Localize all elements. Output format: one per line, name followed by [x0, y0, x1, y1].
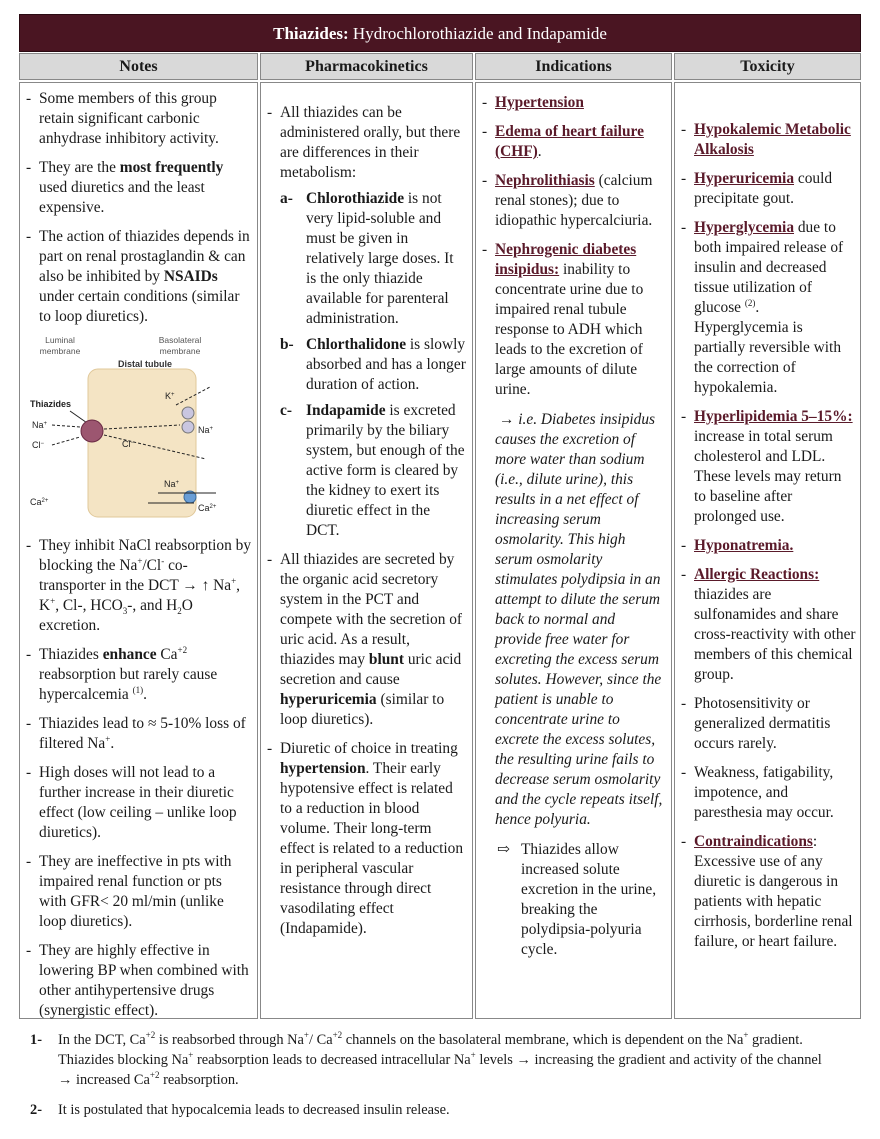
- sub-item: c- Indapamide is excreted primarily by the biliary system, but enough of the active form is cleared by the kidney to exert its diuretic effect in the DCT.: [280, 402, 465, 539]
- list-item: - Hyperuricemia could precipitate gout.: [675, 169, 856, 209]
- diagram-distal-label: Distal tubule: [118, 359, 173, 369]
- cell-body: [88, 369, 196, 517]
- diagram-ca-left: $Ca^{2+}$: [30, 497, 49, 507]
- list-item: - Weakness, fatigability, impotence, and paresthesia may occur.: [675, 763, 856, 823]
- list-item: - All thiazides can be administered orally, but there are differences in their metabolism: a- Chlorothiazide is not very lipid-soluble and must be given in relatively large doses. It is the only thiazide available for parenteral administration. b- Chlorthalidone is slowly absorbed and has a longer duration of action. c- Indapamide is excreted primarily by the biliary system, but enough of the active form is cleared by the kidney to exert its diuretic effect in the DCT.: [261, 103, 466, 541]
- header-toxicity: Toxicity: [674, 53, 861, 80]
- na-arrow-in: [52, 425, 80, 427]
- column-headers: [19, 53, 861, 80]
- diagram-luminal-label-2: membrane: [39, 346, 81, 356]
- notes-column: [19, 82, 258, 1019]
- footnote-2: 2- It is postulated that hypocalcemia leads to decreased insulin release.: [30, 1102, 450, 1118]
- sub-item: a- Chlorothiazide is not very lipid-soluble and must be given in relatively large doses. It is the only thiazide available for parenteral administration.: [280, 190, 454, 327]
- title-bold: Thiazides:: [273, 24, 349, 43]
- diagram-cl-cell: Cl−: [122, 439, 135, 449]
- list-item: - The action of thiazides depends in part on renal prostaglandin & can also be inhibited by NSAIDs under certain conditions (similar to loop diuretics).: [20, 227, 251, 327]
- footnote-1: 1- In the DCT, $Ca^{+2}$ is reabsorbed through Na+/ $Ca^{+2}$ channels on the basolateral membrane, which is dependent on the Na+ gradient. Thiazides blocking Na+ reabsorption leads to decreased intracellular Na+ levels → increasing the gradient and activity of the channel → increased $Ca^{+2}$ reabsorption.: [30, 1030, 822, 1088]
- diagram-ca-right: $Ca^{2+}$: [198, 503, 217, 513]
- list-item: - Thiazides enhance $Ca^{+2}$ reabsorption but rarely cause hypercalcemia $^{(1)}$.: [20, 645, 251, 705]
- list-item: - Photosensitivity or generalized dermatitis occurs rarely.: [675, 694, 856, 754]
- list-item: - Hyponatremia.: [675, 536, 856, 556]
- list-item: - Contraindications: Excessive use of any diuretic is dangerous in patients with hepatic cirrhosis, borderline renal failure, or heart failure.: [675, 832, 856, 952]
- indications-column: [475, 82, 672, 1019]
- list-item: - Hypertension: [476, 93, 665, 113]
- list-item: - High doses will not lead to a further increase in their diuretic effect (low ceiling – unlike loop diuretics).: [20, 763, 251, 843]
- list-item: - All thiazides are secreted by the organic acid secretory system in the PCT and compete with the secretion of uric acid. As a result, thiazides may blunt uric acid secretion and cause hyperuricemia (similar to loop diuretics).: [261, 550, 466, 730]
- list-item: - Edema of heart failure (CHF).: [476, 122, 665, 162]
- list-item: - Hypokalemic Metabolic Alkalosis: [675, 120, 856, 160]
- header-indications: Indications: [475, 53, 672, 80]
- diagram-na-right: Na+: [198, 425, 214, 435]
- thiazide-effect-note: ⇨ Thiazides allow increased solute excretion in the urine, breaking the polydipsia-polyuria cycle.: [497, 841, 657, 958]
- list-item: - Nephrolithiasis (calcium renal stones); due to idiopathic hypercalciuria.: [476, 171, 665, 231]
- header-notes: Notes: [19, 53, 258, 80]
- cl-arrow-in: [52, 437, 80, 445]
- pharmacokinetics-column: [260, 82, 473, 1019]
- list-item: - Nephrogenic diabetes insipidus: inability to concentrate urine due to impaired renal tubule response to ADH which leads to the excretion of large amounts of dilute urine. → i.e. Diabetes insipidus causes the excretion of more water than sodium (i.e., dilute urine), this results in a net effect of increasing serum osmolarity. This high serum osmolarity stimulates polydipsia in an attempt to dilute the serum back to normal and provide free water for excreting the excess serum solutes. However, since the patient is unable to concentrate urine to excrete the excess solutes, the resulting urine fails to decrease serum osmolarity and the cycle repeats itself, hence polyuria. ⇨ Thiazides allow increased solute excretion in the urine, breaking the polydipsia-polyuria cycle.: [476, 240, 665, 960]
- nacl-transporter: [81, 420, 103, 442]
- footnotes: [30, 1030, 830, 1130]
- list-item: - They are the most frequently used diuretics and the least expensive.: [20, 158, 251, 218]
- diagram-basolateral-label: Basolateral: [158, 335, 202, 345]
- list-item: - Hyperglycemia due to both impaired release of insulin and decreased tissue utilization of glucose $^{(2)}$. Hyperglycemia is partially reversible with the correction of hypokalemia.: [675, 218, 856, 398]
- list-item: - Allergic Reactions: thiazides are sulfonamides and share cross-reactivity with other members of this chemical group.: [675, 565, 856, 685]
- k-channel: [182, 407, 194, 419]
- diagram-thiazides-label: Thiazides: [30, 399, 72, 409]
- title-rest: Hydrochlorothiazide and Indapamide: [348, 24, 607, 43]
- thiazide-mechanism-diagram: [30, 335, 230, 520]
- diagram-luminal-label: Luminal: [45, 335, 75, 345]
- diagram-basolateral-label-2: membrane: [159, 346, 201, 356]
- toxicity-column: [674, 82, 861, 1019]
- list-item: - They are highly effective in lowering BP when combined with other antihypertensive drugs (synergistic effect).: [20, 941, 251, 1021]
- insipidus-explanation: → i.e. Diabetes insipidus causes the excretion of more water than sodium (i.e., dilute urine), this results in a net effect of increasing serum osmolarity. This high serum osmolarity stimulates polydipsia in an attempt to dilute the serum back to normal and provide free water for excreting the excess serum solutes. However, since the patient is unable to concentrate urine to excrete the excess solutes, the resulting urine fails to decrease serum osmolarity and the cycle repeats itself, hence polyuria.: [495, 411, 663, 828]
- diagram-na-basal: Na+: [164, 479, 180, 489]
- list-item: - They are ineffective in pts with impaired renal function or pts with GFR< 20 ml/min (unlike loop diuretics).: [20, 852, 251, 932]
- diagram-cl-left: Cl−: [32, 440, 45, 450]
- nak-pump: [182, 421, 194, 433]
- header-pharmacokinetics: Pharmacokinetics: [260, 53, 473, 80]
- sub-item: b- Chlorthalidone is slowly absorbed and has a longer duration of action.: [280, 336, 466, 393]
- diagram-na-left: Na+: [32, 420, 48, 430]
- list-item: - Diuretic of choice in treating hypertension. Their early hypotensive effect is related to a reduction in blood volume. Their long-term effect is related to a reduction in peripheral vascular resistance through direct vasodilating effect (Indapamide).: [261, 739, 466, 939]
- list-item: - Thiazides lead to ≈ 5-10% loss of filtered Na+.: [20, 714, 251, 754]
- page-title: [19, 14, 861, 52]
- list-item: - Hyperlipidemia 5–15%: increase in total serum cholesterol and LDL. These levels may return to baseline after prolonged use.: [675, 407, 856, 527]
- list-item: - Some members of this group retain significant carbonic anhydrase inhibitory activity.: [20, 89, 251, 149]
- diagram-k-label: K+: [165, 391, 175, 401]
- list-item: - They inhibit NaCl reabsorption by blocking the Na+/Cl- co-transporter in the DCT → ↑ Na+, K+, Cl-, $HCO_3-$, and $H_2O$ excretion.: [20, 536, 251, 636]
